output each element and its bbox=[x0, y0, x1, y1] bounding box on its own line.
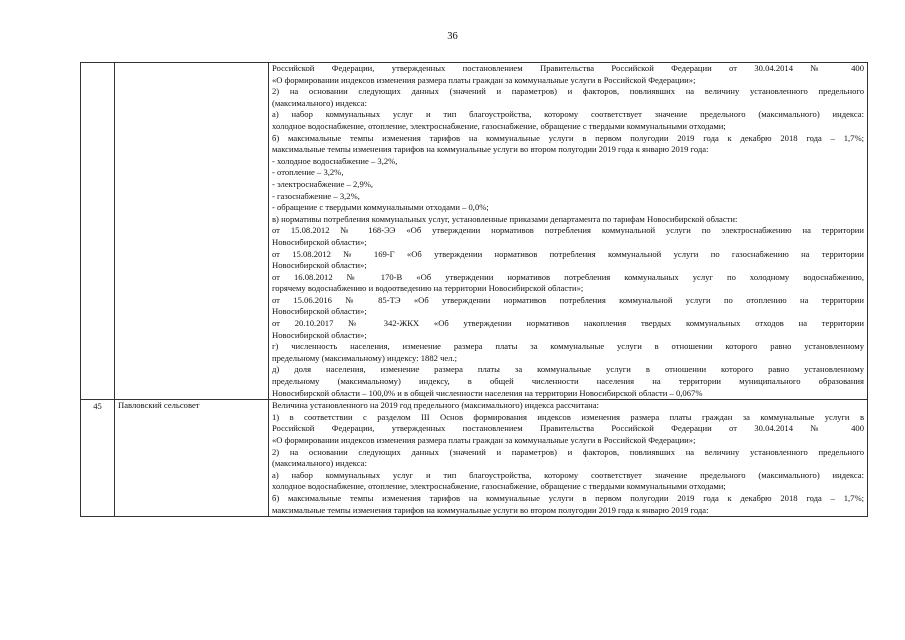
page-number: 36 bbox=[447, 31, 458, 42]
text-line: горячему водоснабжению и водоотведению на территории Новосибирской области»; bbox=[272, 283, 584, 294]
text-line: «О формировании индексов изменения размера платы граждан за коммунальные услуги в Российской Федерации»; bbox=[272, 74, 696, 85]
text-line: максимальные темпы изменения тарифов на коммунальные услуги во втором полугодии 2019 года к январю 2019 года: bbox=[272, 504, 709, 515]
text-line: 2) на основании следующих данных (значений и параметров) и факторов, повлиявших на величину установленного предельного bbox=[272, 86, 864, 97]
text-line: (максимального) индекса: bbox=[272, 458, 367, 469]
text-line: Новосибирской области»; bbox=[272, 329, 367, 340]
text-line: Новосибирской области»; bbox=[272, 236, 367, 247]
table-row bbox=[81, 400, 868, 517]
text-line: - газоснабжение – 3,2%, bbox=[272, 190, 360, 201]
text-line: - обращение с твердыми коммунальными отходами – 0,0%; bbox=[272, 202, 489, 213]
text-line: - отопление – 3,2%, bbox=[272, 167, 344, 178]
municipality-name-cell: Павловский сельсовет bbox=[115, 400, 269, 517]
text-line: от 20.10.2017 № 342-ЖКХ «Об утверждении нормативов накопления твердых коммунальных отходов на территории bbox=[272, 318, 864, 329]
text-line: 2) на основании следующих данных (значений и параметров) и факторов, повлиявших на величину установленного предельного bbox=[272, 446, 864, 457]
text-line: (максимального) индекса: bbox=[272, 97, 367, 108]
text-line: холодное водоснабжение, отопление, электроснабжение, газоснабжение, обращение с твердыми коммунальными отходами; bbox=[272, 481, 726, 492]
text-line: предельному (максимальному) индексу, в общей численности населения на территории муниципального образования bbox=[272, 376, 864, 387]
tariff-index-table bbox=[80, 62, 868, 517]
index-calculation-cell bbox=[269, 63, 868, 400]
text-line: Новосибирской области»; bbox=[272, 306, 367, 317]
row-number-cell bbox=[81, 63, 115, 400]
table-row bbox=[81, 63, 868, 400]
text-line: Величина установленного на 2019 год предельного (максимального) индекса рассчитана: bbox=[272, 400, 599, 411]
text-line: Новосибирской области»; bbox=[272, 260, 367, 271]
row-number-cell: 45 bbox=[81, 400, 115, 517]
text-line: 1) в соответствии с разделом III Основ формирования индексов изменения размера платы граждан за коммунальные услуги в bbox=[272, 411, 864, 422]
text-line: предельному (максимальному) индексу: 1882 чел.; bbox=[272, 352, 458, 363]
municipality-name-cell bbox=[115, 63, 269, 400]
text-line: б) максимальные темпы изменения тарифов на коммунальные услуги в первом полугодии 2019 года к декабрю 2018 года – 1,7%; bbox=[272, 132, 864, 143]
text-line: - холодное водоснабжение – 3,2%, bbox=[272, 155, 398, 166]
table-body bbox=[81, 63, 868, 517]
text-line: от 16.08.2012 № 170-В «Об утверждении нормативов потребления коммунальных услуг по холодному водоснабжению, bbox=[272, 271, 864, 282]
text-line: - электроснабжение – 2,9%, bbox=[272, 178, 374, 189]
text-line: от 15.08.2012 № 168-ЭЭ «Об утверждении нормативов потребления коммунальной услуги по электроснабжению на территории bbox=[272, 225, 864, 236]
index-calculation-cell bbox=[269, 400, 868, 517]
text-line: «О формировании индексов изменения размера платы граждан за коммунальные услуги в Российской Федерации»; bbox=[272, 435, 696, 445]
text-line: а) набор коммунальных услуг и тип благоустройства, которому соответствует значение предельного (максимального) индекса: bbox=[272, 469, 864, 480]
text-line: б) максимальные темпы изменения тарифов на коммунальные услуги в первом полугодии 2019 года к декабрю 2018 года – 1,7%; bbox=[272, 492, 864, 503]
text-line: в) нормативы потребления коммунальных услуг, установленные приказами департамента по тарифам Новосибирской области: bbox=[272, 213, 738, 224]
text-line: максимальные темпы изменения тарифов на коммунальные услуги во втором полугодии 2019 года к январю 2019 года: bbox=[272, 144, 709, 155]
text-line: холодное водоснабжение, отопление, электроснабжение, газоснабжение, обращение с твердыми коммунальными отходами; bbox=[272, 120, 726, 131]
text-line: от 15.06.2016 № 85-ТЭ «Об утверждении нормативов потребления коммунальной услуги по отоплению на территории bbox=[272, 294, 864, 305]
text-line: Российской Федерации, утвержденных постановлением Правительства Российской Федерации от 30.04.2014 № 400 bbox=[272, 423, 864, 434]
text-line: Новосибирской области – 100,0% и в общей численности населения на территории Новосибирской области – 0,067% bbox=[272, 387, 703, 398]
text-line: г) численность населения, изменение размера платы за коммунальные услуги в отношении которого равно установленному bbox=[272, 341, 864, 352]
text-line: д) доля населения, изменение размера платы за коммунальные услуги в отношении которого равно установленному bbox=[272, 364, 864, 375]
text-line: от 15.08.2012 № 169-Г «Об утверждении нормативов потребления коммунальной услуги по газоснабжению на территории bbox=[272, 248, 864, 259]
text-line: Российской Федерации, утвержденных постановлением Правительства Российской Федерации от 30.04.2014 № 400 bbox=[272, 63, 864, 73]
text-line: а) набор коммунальных услуг и тип благоустройства, которому соответствует значение предельного (максимального) индекса: bbox=[272, 109, 864, 120]
